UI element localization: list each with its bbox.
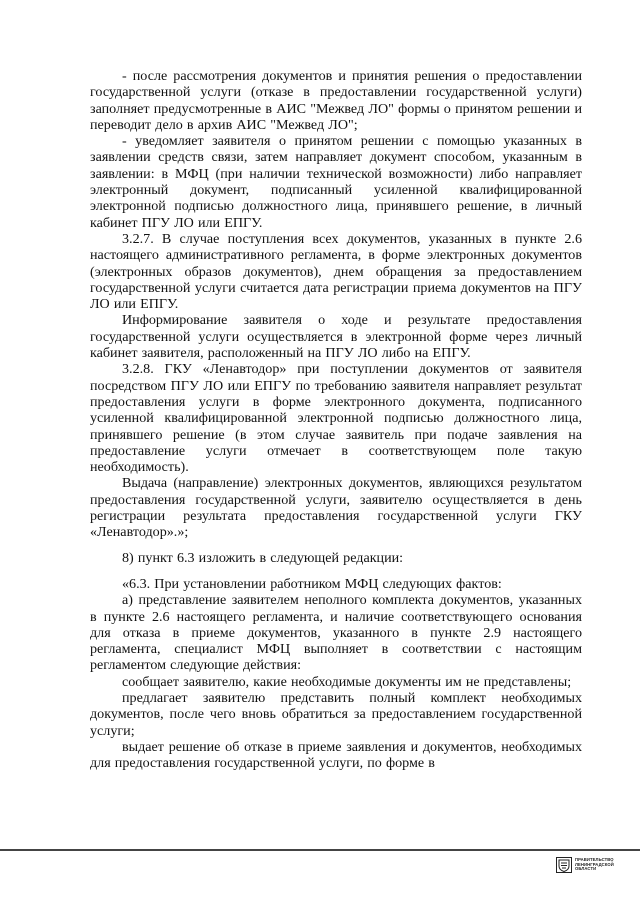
logo-line: ОБЛАСТИ: [575, 866, 597, 872]
paragraph: сообщает заявителю, какие необходимые документы им не представлены;: [122, 673, 572, 690]
government-logo: [556, 855, 620, 875]
paragraph: «6.3. При установлении работником МФЦ следующих фактов:: [122, 575, 502, 592]
paragraph: Выдача (направление) электронных документов, являющихся результатом предоставления государственной услуги, заявителю осуществляется в день регистрации результата предоставления государственной услуги ГКУ «Ленавтодор».»;: [90, 475, 582, 541]
paragraph: 3.2.7. В случае поступления всех документов, указанных в пункте 2.6 настоящего административного регламента, в форме электронных документов (электронных образов документов), днем обращения за предоставлением государственной услуги считается дата регистрации приема документов на ПГУ ЛО или ЕПГУ.: [90, 230, 582, 313]
footer-rule: [0, 849, 640, 851]
paragraph: а) представление заявителем неполного комплекта документов, указанных в пункте 2.6 настоящего регламента, и наличие соответствующего основания для отказа в приеме документов, указанного в пункте 2.9 настоящего регламента, специалист МФЦ выполняет в соответствии с настоящим регламентом следующие действия:: [90, 592, 582, 674]
coat-of-arms-icon: [556, 857, 572, 873]
paragraph: выдает решение об отказе в приеме заявления и документов, необходимых для предоставления государственной услуги, по форме в: [90, 738, 582, 772]
logo-caption: [575, 858, 614, 872]
paragraph: - уведомляет заявителя о принятом решении с помощью указанных в заявлении средств связи, затем направляет документ способом, указанным в заявлении: в МФЦ (при наличии технической возможности) либо направляет электронный документ, подписанный усиленной квалифицированной электронной подписью должностного лица, принявшего решение, в личный кабинет ПГУ ЛО или ЕПГУ.: [90, 133, 582, 231]
paragraph: 3.2.8. ГКУ «Ленавтодор» при поступлении документов от заявителя посредством ПГУ ЛО или ЕПГУ по требованию заявителя направляет результат предоставления услуги в форме электронного документа, подписанного усиленной квалифицированной электронной подписью должностного лица, принявшего решение (в этом случае заявитель при подаче заявления на предоставление услуги отмечает в соответствующем поле такую необходимость).: [90, 361, 582, 476]
logo-line: ПРАВИТЕЛЬСТВО: [575, 856, 614, 862]
paragraph: - после рассмотрения документов и принятия решения о предоставлении государственной услуги (отказе в предоставлении государственной услуги) заполняет предусмотренные в АИС "Межвед ЛО" формы о принятом решении и переводит дело в архив АИС "Межвед ЛО";: [90, 68, 582, 133]
document-body: [90, 68, 582, 771]
paragraph: предлагает заявителю представить полный комплект необходимых документов, после чего вновь обратиться за предоставлением государственной услуги;: [90, 689, 582, 739]
logo-line: ЛЕНИНГРАДСКОЙ: [575, 861, 614, 867]
paragraph: Информирование заявителя о ходе и результате предоставления государственной услуги осуществляется в электронной форме через личный кабинет заявителя, расположенный на ПГУ ЛО либо на ЕПГУ.: [90, 312, 582, 362]
paragraph: 8) пункт 6.3 изложить в следующей редакции:: [122, 549, 404, 566]
